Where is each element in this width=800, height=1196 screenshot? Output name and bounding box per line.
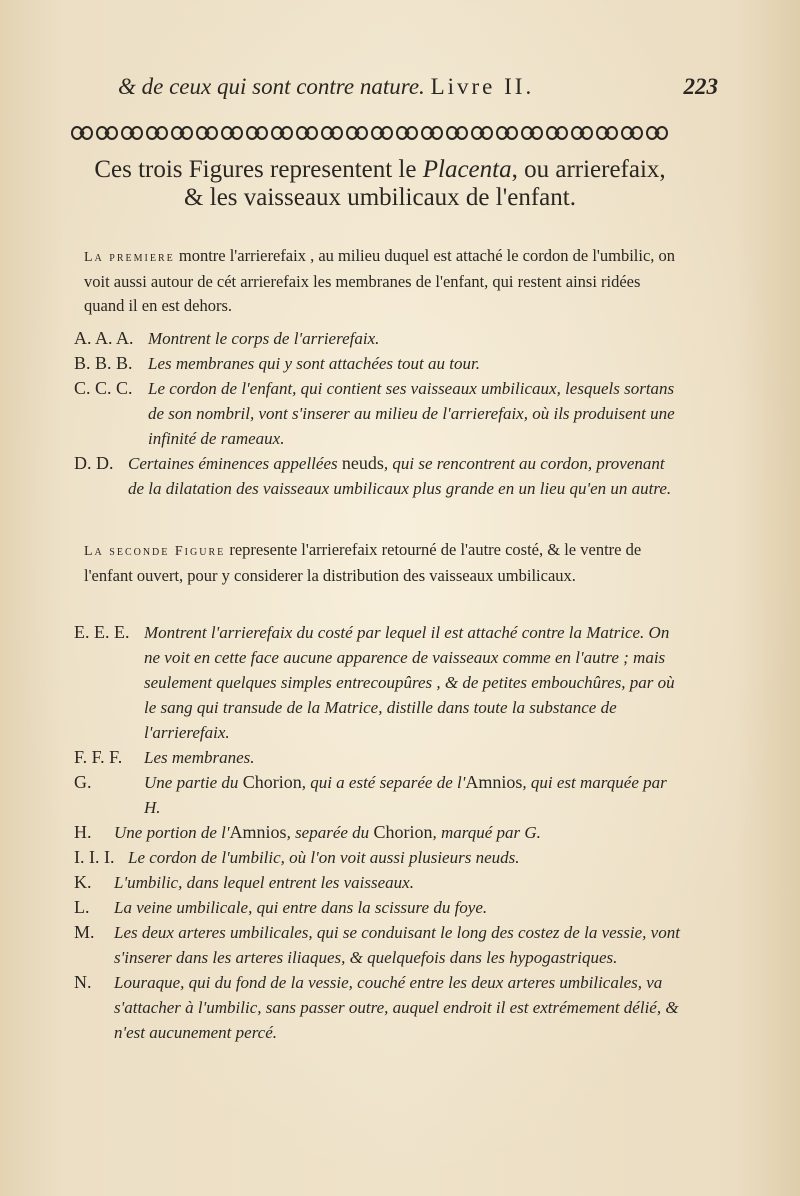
legend-key: G. — [74, 772, 92, 792]
legend-description — [74, 620, 684, 745]
legend-text: , qui a esté separée de l' — [301, 773, 466, 792]
legend-key: C. C. C. — [74, 378, 133, 398]
legend-description — [74, 920, 684, 970]
legend-text: Montrent le corps de l'arrierefaix. — [148, 329, 380, 348]
fleuron-icon — [172, 127, 192, 139]
legend-description — [74, 351, 684, 376]
page-number: 223 — [683, 74, 718, 99]
second-figure-label: La seconde Figure — [84, 544, 226, 559]
legend-text: Les deux arteres umbilicales, qui se conduisant le long des costez de la vessie, vont s'inserer dans les arteres iliaques, & quelquefois dans les hypogastriques. — [114, 923, 680, 967]
running-header — [118, 74, 718, 108]
fleuron-icon — [372, 127, 392, 139]
legend-text: Certaines éminences appellées — [128, 454, 342, 473]
legend-description — [74, 770, 684, 820]
legend-entry — [74, 451, 684, 501]
second-figure-description — [84, 538, 684, 588]
legend-text: Le cordon de l'enfant, qui contient ses vaisseaux umbilicaux, lesquels sortans de son nombril, vont s'inserer au milieu de l'arrierefaix, où ils produisent une infinité de rameaux. — [148, 379, 675, 448]
legend-key: L. — [74, 897, 90, 917]
legend-description — [74, 451, 684, 501]
fleuron-icon — [272, 127, 292, 139]
fleuron-icon — [472, 127, 492, 139]
legend-text: , separée du — [286, 823, 374, 842]
legend-entry — [74, 870, 684, 895]
plate-title-line-1 — [70, 156, 690, 184]
fleuron-icon — [147, 127, 167, 139]
fleuron-icon — [297, 127, 317, 139]
first-figure-description — [84, 244, 684, 318]
roman-term: Amnios — [465, 772, 523, 792]
legend-key: B. B. B. — [74, 353, 133, 373]
roman-term: Chorion — [373, 822, 433, 842]
legend-text: Les membranes. — [144, 748, 255, 767]
legend-key: I. I. I. — [74, 847, 115, 867]
legend-description — [74, 745, 684, 770]
fleuron-icon — [647, 127, 667, 139]
fleuron-icon — [97, 127, 117, 139]
legend-text: Le cordon de l'umbilic, où l'on voit aussi plusieurs neuds. — [128, 848, 520, 867]
legend-entry — [74, 845, 684, 870]
second-figure-text: represente l'arrierefaix retourné de l'autre costé, & le ventre de l'enfant ouvert, pour y considerer la distribution des vaisseaux umbilicaux. — [84, 540, 642, 585]
legend-key: A. A. A. — [74, 328, 134, 348]
legend-entry — [74, 351, 684, 376]
legend-list-first — [74, 326, 684, 501]
fleuron-icon — [497, 127, 517, 139]
plate-title-line-2: & les vaisseaux umbilicaux de l'enfant. — [184, 184, 576, 211]
legend-entry — [74, 895, 684, 920]
title-placenta: Placenta — [422, 156, 512, 183]
legend-key: N. — [74, 972, 92, 992]
fleuron-icon — [597, 127, 617, 139]
legend-key: K. — [74, 872, 92, 892]
legend-entry — [74, 820, 684, 845]
legend-text: , qui est marquée par H. — [144, 773, 667, 817]
legend-key: F. F. F. — [74, 747, 123, 767]
fleuron-icon — [347, 127, 367, 139]
fleuron-icon — [322, 127, 342, 139]
legend-text: L'umbilic, dans lequel entrent les vaisseaux. — [114, 873, 414, 892]
legend-key: D. D. — [74, 453, 114, 473]
roman-term: Amnios — [229, 822, 287, 842]
fleuron-icon — [572, 127, 592, 139]
legend-key: E. E. E. — [74, 622, 130, 642]
plate-title — [70, 156, 690, 212]
book-number: Livre II. — [430, 74, 535, 99]
legend-text: , qui se rencontrent au cordon, provenant de la dilatation des vaisseaux umbilicaux plus grande en un lieu qu'en un autre. — [128, 454, 672, 498]
legend-entry — [74, 970, 684, 1045]
fleuron-icon — [122, 127, 142, 139]
legend-text: Louraque, qui du fond de la vessie, couché entre les deux arteres umbilicales, va s'attacher à l'umbilic, sans passer outre, auquel endroit il est extrémement délié, & n'est aucunement percé. — [114, 973, 679, 1042]
fleuron-icon — [447, 127, 467, 139]
legend-description — [74, 326, 684, 351]
legend-description — [74, 870, 684, 895]
legend-key: M. — [74, 922, 95, 942]
fleuron-icon — [247, 127, 267, 139]
legend-description — [74, 376, 684, 451]
legend-entry — [74, 326, 684, 351]
title-text-start: Ces trois Figures representent le — [94, 156, 417, 183]
legend-text: La veine umbilicale, qui entre dans la scissure du foye. — [114, 898, 488, 917]
legend-description — [74, 895, 684, 920]
legend-entry — [74, 620, 684, 745]
roman-term: neuds — [341, 453, 384, 473]
fleuron-icon — [547, 127, 567, 139]
roman-term: Chorion — [242, 772, 302, 792]
running-title — [118, 74, 534, 100]
fleuron-icon — [622, 127, 642, 139]
legend-text: Une portion de l' — [114, 823, 230, 842]
title-text-end: , ou arrierefaix, — [511, 156, 666, 183]
ornament-band — [70, 124, 690, 142]
legend-description — [74, 820, 684, 845]
legend-description — [74, 970, 684, 1045]
first-figure-text: montre l'arrierefaix , au milieu duquel est attaché le cordon de l'umbilic, on voit aussi autour de cét arrierefaix les membranes de l'enfant, qui restent ainsi ridées quand il en est dehors. — [84, 246, 676, 315]
legend-text: Une partie du — [144, 773, 243, 792]
running-title-text: & de ceux qui sont contre nature. — [118, 74, 425, 99]
legend-text: Montrent l'arrierefaix du costé par lequel il est attaché contre la Matrice. On ne voit en cette face aucune apparence de vaisseaux comme en l'autre ; mais seulement quelques simples entrecoupûres , & de petites embouchûres, par où le sang qui transude de la Matrice, distille dans toute la substance de l'arrierefaix. — [144, 623, 675, 742]
legend-description — [74, 845, 684, 870]
legend-key: H. — [74, 822, 92, 842]
fleuron-icon — [422, 127, 442, 139]
fleuron-icon — [72, 127, 92, 139]
legend-entry — [74, 376, 684, 451]
legend-text: Les membranes qui y sont attachées tout au tour. — [148, 354, 480, 373]
fleuron-icon — [197, 127, 217, 139]
legend-list-second — [74, 620, 684, 1045]
first-figure-label: La premiere — [84, 250, 175, 265]
legend-entry — [74, 745, 684, 770]
fleuron-icon — [222, 127, 242, 139]
legend-entry — [74, 770, 684, 820]
legend-text: , marqué par G. — [432, 823, 541, 842]
fleuron-icon — [397, 127, 417, 139]
legend-entry — [74, 920, 684, 970]
fleuron-icon — [522, 127, 542, 139]
